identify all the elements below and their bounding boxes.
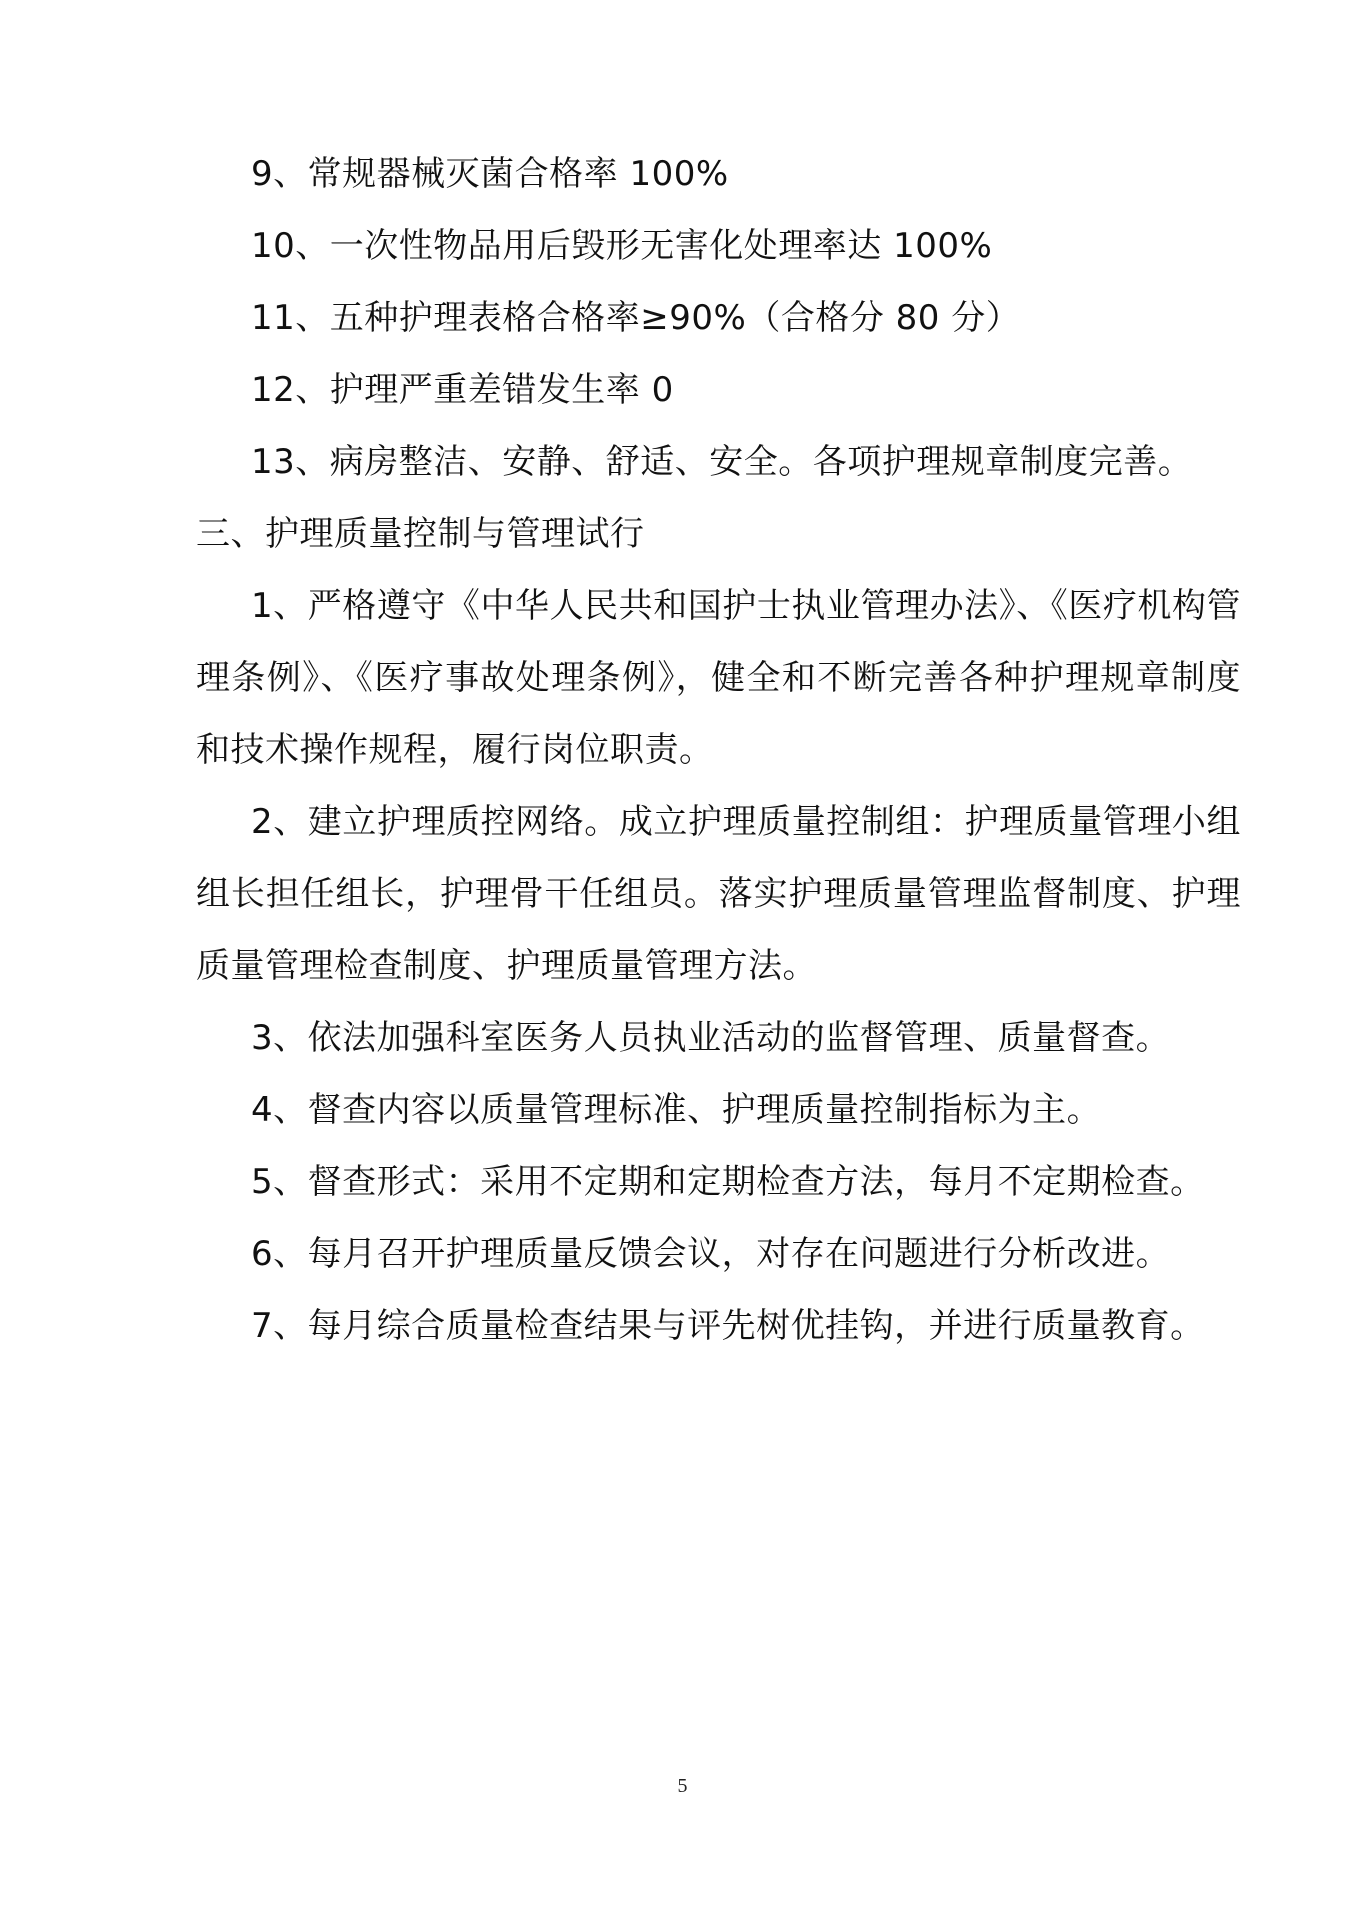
list-item: 10、一次性物品用后毁形无害化处理率达 100%: [251, 226, 993, 266]
page-number: 5: [677, 1775, 688, 1797]
paragraph: 1、严格遵守《中华人民共和国护士执业管理办法》、《医疗机构管理条例》、《医疗事故处理条例》，健全和不断完善各种护理规章制度和技术操作规程，履行岗位职责。: [196, 586, 1241, 770]
paragraph: 3、依法加强科室医务人员执业活动的监督管理、质量督查。: [251, 1018, 1171, 1058]
list-item: 12、护理严重差错发生率 0: [251, 370, 674, 410]
list-item: 11、五种护理表格合格率≥90%（合格分 80 分）: [251, 298, 1021, 338]
paragraph: 5、督查形式：采用不定期和定期检查方法，每月不定期检查。: [251, 1162, 1205, 1202]
paragraph: 6、每月召开护理质量反馈会议，对存在问题进行分析改进。: [251, 1234, 1171, 1274]
list-item: 13、病房整洁、安静、舒适、安全。各项护理规章制度完善。: [251, 442, 1193, 482]
list-item: 9、常规器械灭菌合格率 100%: [251, 154, 729, 194]
paragraph: 7、每月综合质量检查结果与评先树优挂钩，并进行质量教育。: [251, 1306, 1205, 1346]
paragraph: 4、督查内容以质量管理标准、护理质量控制指标为主。: [251, 1090, 1102, 1130]
paragraph: 2、建立护理质控网络。成立护理质量控制组：护理质量管理小组组长担任组长，护理骨干任组员。落实护理质量管理监督制度、护理质量管理检查制度、护理质量管理方法。: [196, 802, 1241, 986]
section-heading: 三、护理质量控制与管理试行: [196, 514, 645, 554]
document-body: [196, 138, 1241, 1362]
